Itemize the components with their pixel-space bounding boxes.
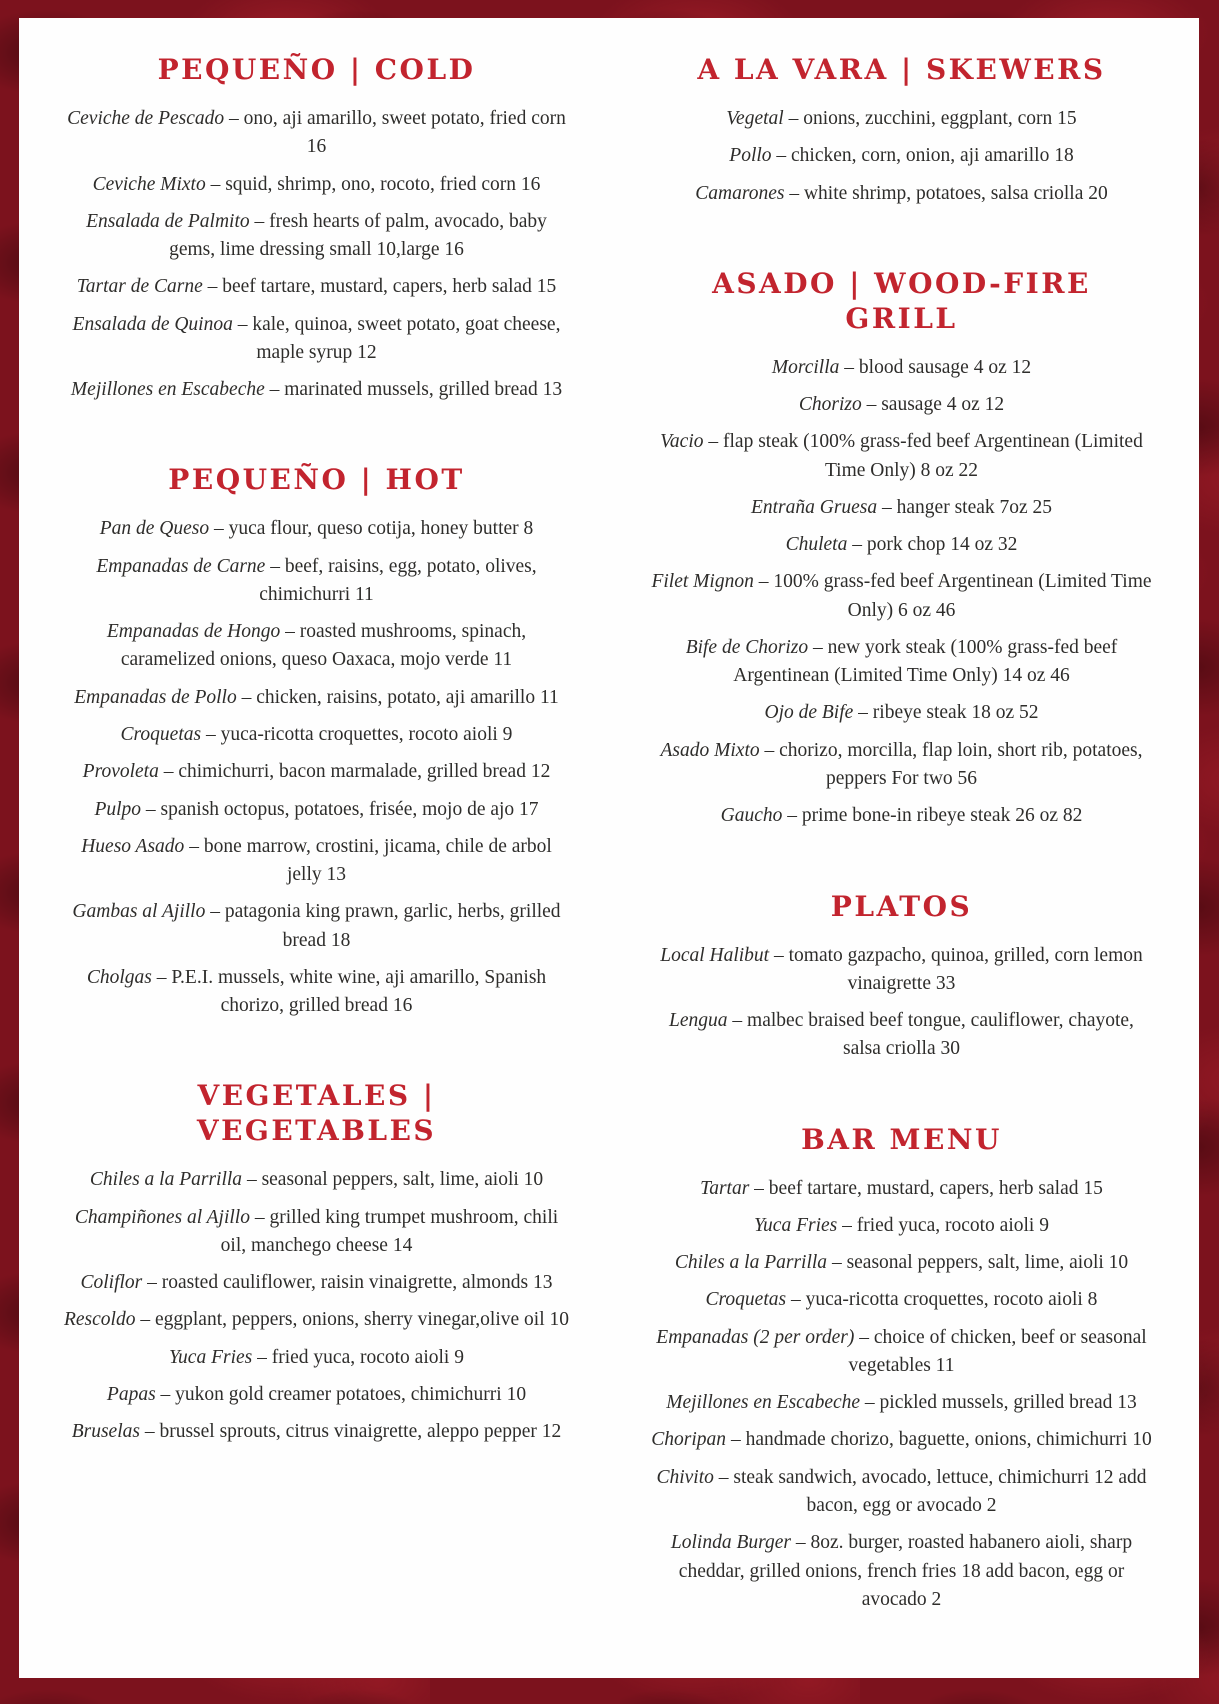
- menu-item: [648, 494, 1155, 522]
- menu-item: [648, 699, 1155, 727]
- menu-item: [648, 1426, 1155, 1454]
- menu-item: [63, 311, 570, 368]
- menu-item: [648, 1212, 1155, 1240]
- menu-item: [648, 391, 1155, 419]
- dish-description: – squid, shrimp, ono, rocoto, fried corn 16: [210, 173, 541, 195]
- dish-name: Chuleta: [785, 534, 848, 556]
- section-title: ASADO | WOOD-FIRE GRILL: [712, 266, 1091, 335]
- dish-name: Chiles a la Parrilla: [89, 1169, 243, 1191]
- dish-name: Lengua: [669, 1010, 728, 1032]
- menu-item: [648, 942, 1155, 999]
- dish-name: Ojo de Bife: [764, 702, 854, 724]
- dish-name: Bruselas: [71, 1421, 140, 1443]
- section-title: PEQUEÑO | COLD: [157, 53, 476, 86]
- menu-column-right: [648, 52, 1155, 1614]
- dish-description: – yukon gold creamer potatoes, chimichurri 10: [160, 1383, 527, 1405]
- dish-description: – flap steak (100% grass-fed beef Argentinean (Limited Time Only) 8 oz 22: [708, 431, 1143, 481]
- menu-item: [63, 208, 570, 265]
- menu-item: [63, 171, 570, 199]
- menu-item: [648, 142, 1155, 170]
- menu-item: [648, 1529, 1155, 1614]
- dish-description: – chicken, raisins, potato, aji amarillo 11: [241, 686, 559, 708]
- dish-description: – fried yuca, rocoto aioli 9: [257, 1346, 464, 1368]
- dish-name: Chiles a la Parrilla: [674, 1252, 828, 1274]
- dish-name: Mejillones en Escabeche: [70, 379, 265, 401]
- dish-name: Pan de Queso: [99, 518, 210, 540]
- menu-page: [19, 18, 1199, 1678]
- dish-name: Croquetas: [705, 1289, 787, 1311]
- dish-name: Empanadas de Pollo: [74, 686, 237, 708]
- dish-description: – roasted cauliflower, raisin vinaigrette, almonds 13: [147, 1272, 553, 1294]
- section-items: [648, 105, 1155, 208]
- dish-name: Papas: [106, 1383, 156, 1405]
- dish-name: Empanadas de Hongo: [106, 621, 281, 643]
- dish-name: Chorizo: [798, 394, 862, 416]
- dish-description: – beef tartare, mustard, capers, herb salad 15: [754, 1177, 1103, 1199]
- menu-item: [648, 531, 1155, 559]
- dish-description: – yuca-ricotta croquettes, rocoto aioli 8: [790, 1289, 1098, 1311]
- dish-name: Gaucho: [720, 805, 783, 827]
- menu-item: [648, 802, 1155, 830]
- dish-description: – eggplant, peppers, onions, sherry vinegar,olive oil 10: [140, 1309, 570, 1331]
- dish-description: – marinated mussels, grilled bread 13: [269, 379, 563, 401]
- dish-name: Ceviche de Pescado: [67, 108, 225, 129]
- menu-item: [648, 1464, 1155, 1521]
- dish-description: – brussel sprouts, citrus vinaigrette, aleppo pepper 12: [144, 1421, 562, 1443]
- menu-item: [63, 1166, 570, 1194]
- dish-name: Gambas al Ajillo: [72, 901, 206, 923]
- menu-item: [648, 568, 1155, 625]
- dish-name: Ensalada de Palmito: [86, 210, 250, 232]
- dish-name: Tartar: [700, 1177, 750, 1199]
- menu-item: [648, 1007, 1155, 1064]
- dish-description: – P.E.I. mussels, white wine, aji amarillo, Spanish chorizo, grilled bread 16: [156, 966, 547, 1017]
- menu-item: [648, 354, 1155, 382]
- dish-name: Provoleta: [82, 761, 159, 783]
- menu-item: [648, 737, 1155, 794]
- menu-section: [648, 52, 1155, 208]
- dish-description: – chorizo, morcilla, flap loin, short rib, potatoes, peppers For two 56: [764, 739, 1143, 789]
- section-items: [63, 105, 570, 404]
- section-items: [648, 942, 1155, 1064]
- menu-item: [63, 1344, 570, 1372]
- menu-section: [63, 1078, 570, 1446]
- dish-description: – seasonal peppers, salt, lime, aioli 10: [246, 1169, 544, 1191]
- dish-name: Asado Mixto: [660, 739, 760, 761]
- menu-item: [63, 964, 570, 1021]
- dish-name: Vegetal: [726, 108, 784, 129]
- section-title: VEGETALES | VEGETABLES: [196, 1079, 437, 1148]
- dish-name: Hueso Asado: [81, 835, 185, 857]
- dish-name: Filet Mignon: [651, 571, 754, 593]
- dish-name: Choripan: [651, 1429, 727, 1451]
- section-items: [648, 354, 1155, 831]
- menu-section: [648, 266, 1155, 831]
- menu-item: [63, 898, 570, 955]
- menu-item: [648, 1286, 1155, 1314]
- menu-item: [63, 1381, 570, 1409]
- dish-description: – spanish octopus, potatoes, frisée, mojo de ajo 17: [145, 798, 539, 820]
- menu-item: [63, 1204, 570, 1261]
- dish-description: – ribeye steak 18 oz 52: [858, 702, 1039, 724]
- dish-description: – 8oz. burger, roasted habanero aioli, sharp cheddar, grilled onions, french fries 18 add bacon, egg or avocado 2: [678, 1532, 1133, 1610]
- section-items: [63, 1166, 570, 1446]
- menu-column-left: [63, 52, 570, 1614]
- dish-name: Local Halibut: [660, 944, 770, 966]
- menu-item: [63, 1418, 570, 1446]
- menu-item: [63, 1269, 570, 1297]
- dish-name: Vacio: [660, 431, 704, 453]
- dish-name: Morcilla: [771, 356, 840, 378]
- dish-name: Tartar de Carne: [76, 276, 203, 298]
- dish-description: – fried yuca, rocoto aioli 9: [842, 1214, 1049, 1236]
- dish-description: – bone marrow, crostini, jicama, chile de arbol jelly 13: [189, 835, 552, 886]
- dish-name: Empanadas (2 per order): [656, 1326, 855, 1348]
- menu-item: [648, 1324, 1155, 1381]
- dish-description: – patagonia king prawn, garlic, herbs, grilled bread 18: [210, 901, 561, 951]
- menu-item: [648, 428, 1155, 485]
- dish-name: Mejillones en Escabeche: [666, 1392, 861, 1414]
- dish-name: Cholgas: [86, 966, 152, 988]
- dish-description: – prime bone-in ribeye steak 26 oz 82: [787, 805, 1083, 827]
- dish-description: – handmade chorizo, baguette, onions, chimichurri 10: [730, 1429, 1152, 1451]
- menu-item: [648, 180, 1155, 208]
- menu-item: [648, 1249, 1155, 1277]
- menu-item: [63, 796, 570, 824]
- dish-name: Ceviche Mixto: [92, 173, 206, 195]
- menu-item: [63, 376, 570, 404]
- dish-name: Yuca Fries: [169, 1346, 253, 1368]
- dish-name: Camarones: [695, 182, 785, 204]
- dish-description: – beef tartare, mustard, capers, herb salad 15: [207, 276, 557, 298]
- dish-description: – ono, aji amarillo, sweet potato, fried corn 16: [229, 108, 566, 158]
- dish-description: – chicken, corn, onion, aji amarillo 18: [776, 145, 1074, 167]
- dish-description: – kale, quinoa, sweet potato, goat cheese, maple syrup 12: [237, 313, 561, 363]
- dish-description: – fresh hearts of palm, avocado, baby gems, lime dressing small 10,large 16: [169, 210, 547, 261]
- dish-description: – white shrimp, potatoes, salsa criolla 20: [789, 182, 1108, 204]
- menu-item: [648, 634, 1155, 691]
- dish-description: – beef, raisins, egg, potato, olives, chimichurri 11: [259, 555, 537, 605]
- menu-item: [648, 1389, 1155, 1417]
- dish-name: Empanadas de Carne: [96, 555, 266, 577]
- dish-description: – pork chop 14 oz 32: [852, 534, 1018, 556]
- menu-item: [63, 684, 570, 712]
- dish-description: – seasonal peppers, salt, lime, aioli 10: [831, 1252, 1129, 1274]
- dish-description: – roasted mushrooms, spinach, caramelized onions, queso Oaxaca, mojo verde 11: [120, 621, 527, 671]
- dish-name: Bife de Chorizo: [685, 636, 809, 658]
- menu-item: [63, 758, 570, 786]
- dish-description: – malbec braised beef tongue, cauliflower, chayote, salsa criolla 30: [732, 1010, 1134, 1060]
- section-items: [63, 515, 570, 1020]
- dish-description: – grilled king trumpet mushroom, chili oil, manchego cheese 14: [220, 1206, 559, 1256]
- dish-name: Entraña Gruesa: [750, 496, 878, 518]
- dish-description: – steak sandwich, avocado, lettuce, chimichurri 12 add bacon, egg or avocado 2: [718, 1466, 1147, 1516]
- dish-name: Ensalada de Quinoa: [72, 313, 233, 335]
- dish-description: – new york steak (100% grass-fed beef Argentinean (Limited Time Only) 14 oz 46: [733, 636, 1118, 687]
- dish-description: – choice of chicken, beef or seasonal vegetables 11: [848, 1326, 1147, 1376]
- dish-description: – pickled mussels, grilled bread 13: [864, 1392, 1137, 1414]
- menu-item: [63, 105, 570, 162]
- menu-section: [648, 1122, 1155, 1614]
- dish-name: Pollo: [729, 145, 772, 167]
- dish-description: – hanger steak 7oz 25: [882, 496, 1053, 518]
- dish-name: Chivito: [656, 1466, 714, 1488]
- menu-item: [63, 553, 570, 610]
- menu-item: [63, 721, 570, 749]
- menu-item: [63, 618, 570, 675]
- section-title: BAR MENU: [801, 1122, 1002, 1156]
- dish-description: – tomato gazpacho, quinoa, grilled, corn lemon vinaigrette 33: [773, 944, 1143, 994]
- menu-item: [648, 1175, 1155, 1203]
- menu-section: [648, 889, 1155, 1064]
- menu-item: [63, 1306, 570, 1334]
- menu-item: [63, 273, 570, 301]
- dish-name: Champiñones al Ajillo: [74, 1206, 250, 1228]
- dish-description: – sausage 4 oz 12: [866, 394, 1005, 416]
- dish-description: – onions, zucchini, eggplant, corn 15: [788, 108, 1077, 129]
- menu-section: [63, 462, 570, 1020]
- dish-name: Pulpo: [94, 798, 142, 820]
- dish-name: Rescoldo: [63, 1309, 136, 1331]
- dish-name: Yuca Fries: [754, 1214, 838, 1236]
- dish-description: – yuca-ricotta croquettes, rocoto aioli 9: [205, 723, 513, 745]
- menu-section: [63, 52, 570, 404]
- menu-item: [648, 105, 1155, 133]
- dish-name: Croquetas: [120, 723, 202, 745]
- dish-description: – blood sausage 4 oz 12: [844, 356, 1032, 378]
- section-title: A LA VARA | SKEWERS: [697, 53, 1106, 86]
- section-title: PLATOS: [830, 889, 973, 923]
- menu-item: [63, 833, 570, 890]
- section-items: [648, 1175, 1155, 1614]
- dish-name: Coliflor: [80, 1272, 143, 1294]
- section-title: PEQUEÑO | HOT: [168, 463, 465, 497]
- dish-description: – yuca flour, queso cotija, honey butter 8: [214, 518, 534, 540]
- dish-description: – chimichurri, bacon marmalade, grilled bread 12: [163, 761, 551, 783]
- menu-item: [63, 515, 570, 543]
- menu-columns: [63, 52, 1155, 1614]
- dish-description: – 100% grass-fed beef Argentinean (Limited Time Only) 6 oz 46: [758, 571, 1152, 621]
- dish-name: Lolinda Burger: [670, 1532, 791, 1554]
